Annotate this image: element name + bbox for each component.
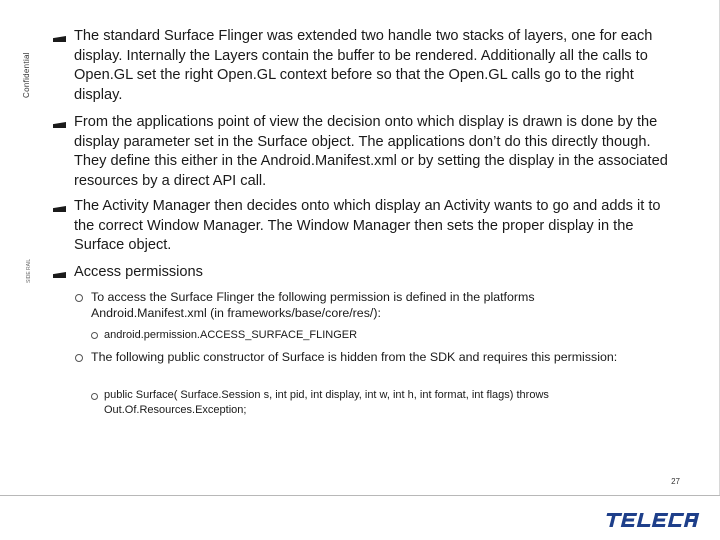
teleca-logo-mark	[600, 510, 700, 532]
sub-bullet-marker-1	[75, 294, 83, 302]
bullet-text-4: Access permissions	[74, 264, 203, 280]
bullet-marker-1	[53, 36, 66, 42]
sub-bullet-text-1: To access the Surface Flinger the following permission is defined in the platforms Android.Manifest.xml (in frameworks/base/core/res/):	[91, 290, 535, 320]
sub-sub-bullet-marker-1	[91, 332, 98, 339]
sub-bullet-marker-2	[75, 354, 83, 362]
bullet-text-3: The Activity Manager then decides onto which display an Activity wants to go and adds it to the correct Window Manager. The Window Manager then sets the proper display in the Surface object.	[74, 198, 661, 253]
footer-divider	[0, 495, 720, 496]
sub-sub-bullet-text-1: android.permission.ACCESS_SURFACE_FLINGER	[104, 329, 358, 341]
bullet-marker-3	[53, 206, 66, 212]
bullet-text-2: From the applications point of view the decision onto which display is drawn is done by the display parameter set in the Surface object. The applications don’t do this directly though. They define this either in the Android.Manifest.xml or by setting the display in the associated resources by a direct API call.	[74, 114, 668, 189]
teleca-logo	[600, 510, 700, 537]
sub-sub-bullet-text-2: public Surface( Surface.Session s, int pid, int display, int w, int h, int format, int flags) throws Out.Of.Resources.Exception;	[104, 389, 549, 416]
sub-bullet-text-2: The following public constructor of Surface is hidden from the SDK and requires this permission:	[91, 350, 618, 364]
bullet-text-1: The standard Surface Flinger was extended two handle two stacks of layers, one for each display. Internally the Layers contain the buffer to be rendered. Additionally all the calls to Open.GL set the right Open.GL context before so that the Open.GL calls go to the right display.	[74, 28, 653, 103]
sub-sub-bullet-marker-2	[91, 393, 98, 400]
bullet-marker-2	[53, 122, 66, 128]
page-number: 27	[671, 477, 680, 486]
confidential-label: Confidential	[22, 52, 31, 98]
bullet-marker-4	[53, 272, 66, 278]
side-rail-mark: SIDE RAIL	[26, 258, 32, 283]
